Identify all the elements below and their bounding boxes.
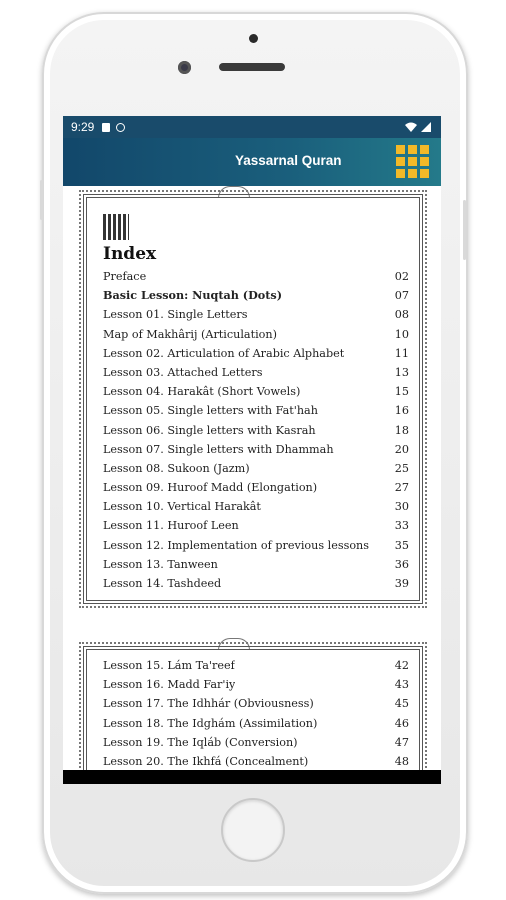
toc-entry-page: 36 <box>394 557 409 571</box>
toc-entry-title: Lesson 02. Articulation of Arabic Alphabet <box>103 346 345 360</box>
toc-entry-page: 43 <box>394 678 409 692</box>
navigation-bar <box>63 770 441 784</box>
toc-entry-page: 45 <box>394 697 409 711</box>
index-page-1 <box>83 194 423 604</box>
toc-entry[interactable] <box>103 656 409 675</box>
toc-entry-page: 15 <box>394 385 409 399</box>
sd-card-icon <box>102 123 110 132</box>
toc-entry-title: Lesson 11. Huroof Leen <box>103 519 239 533</box>
index-list <box>103 267 409 593</box>
toc-entry-title: Lesson 05. Single letters with Fat'hah <box>103 404 318 418</box>
book-content[interactable] <box>63 186 441 770</box>
toc-entry[interactable] <box>103 694 409 713</box>
toc-entry-page: 35 <box>394 538 409 552</box>
toc-entry[interactable] <box>103 286 409 305</box>
toc-entry[interactable] <box>103 459 409 478</box>
toc-entry[interactable] <box>103 344 409 363</box>
toc-entry-title: Lesson 20. The Ikhfá (Concealment) <box>103 754 309 768</box>
toc-entry-page: 16 <box>394 404 409 418</box>
toc-entry-page: 27 <box>394 481 409 495</box>
toc-entry-page: 18 <box>394 423 409 437</box>
toc-entry-page: 47 <box>394 735 409 749</box>
app-title: Yassarnal Quran <box>235 153 342 168</box>
toc-entry[interactable] <box>103 440 409 459</box>
toc-entry-title: Lesson 06. Single letters with Kasrah <box>103 423 316 437</box>
index-page-2 <box>83 646 423 770</box>
toc-entry[interactable] <box>103 714 409 733</box>
toc-entry-page: 07 <box>394 289 409 303</box>
toc-entry-title: Lesson 01. Single Letters <box>103 308 248 322</box>
toc-entry-page: 46 <box>394 716 409 730</box>
toc-entry-page: 08 <box>394 308 409 322</box>
toc-entry-title: Basic Lesson: Nuqtah (Dots) <box>103 288 283 303</box>
toc-entry[interactable] <box>103 733 409 752</box>
toc-entry-page: 48 <box>394 754 409 768</box>
toc-entry-page: 11 <box>394 346 409 360</box>
toc-entry-page: 02 <box>394 270 409 283</box>
app-bar <box>63 138 441 186</box>
toc-entry-page: 25 <box>394 461 409 475</box>
toc-entry-page: 42 <box>394 659 409 672</box>
index-list-continued <box>103 656 409 770</box>
sync-icon <box>116 123 125 132</box>
grid-menu-icon[interactable] <box>396 145 430 179</box>
toc-entry-title: Lesson 16. Madd Far'iy <box>103 678 236 692</box>
signal-icon <box>421 122 431 132</box>
wifi-icon <box>405 122 417 132</box>
toc-entry[interactable] <box>103 555 409 574</box>
toc-entry-title: Lesson 13. Tanween <box>103 557 218 571</box>
toc-entry[interactable] <box>103 421 409 440</box>
home-button[interactable] <box>221 798 285 862</box>
toc-entry-page: 39 <box>394 577 409 590</box>
toc-entry[interactable] <box>103 574 409 593</box>
toc-entry[interactable] <box>103 363 409 382</box>
qr-code <box>103 214 129 240</box>
earpiece-speaker <box>219 63 285 71</box>
toc-entry[interactable] <box>103 267 409 286</box>
toc-entry[interactable] <box>103 752 409 770</box>
toc-entry-title: Map of Makhârij (Articulation) <box>103 327 277 341</box>
front-camera-icon <box>178 61 191 74</box>
sensor-icon <box>249 34 258 43</box>
toc-entry-page: 10 <box>394 327 409 341</box>
toc-entry-title: Lesson 19. The Iqláb (Conversion) <box>103 735 298 749</box>
toc-entry[interactable] <box>103 401 409 420</box>
toc-entry-page: 13 <box>394 365 409 379</box>
status-time: 9:29 <box>71 120 95 134</box>
toc-entry-title: Lesson 04. Harakât (Short Vowels) <box>103 385 301 399</box>
toc-entry-title: Lesson 10. Vertical Harakât <box>103 500 261 514</box>
toc-entry-title: Lesson 14. Tashdeed <box>103 577 222 590</box>
toc-entry[interactable] <box>103 478 409 497</box>
toc-entry[interactable] <box>103 675 409 694</box>
toc-entry-title: Lesson 09. Huroof Madd (Elongation) <box>103 481 318 495</box>
toc-entry-page: 30 <box>394 500 409 514</box>
toc-entry-page: 33 <box>394 519 409 533</box>
toc-entry-title: Lesson 12. Implementation of previous lessons <box>103 538 369 552</box>
toc-entry[interactable] <box>103 305 409 324</box>
volume-button <box>40 180 43 220</box>
toc-entry-page: 20 <box>394 442 409 456</box>
power-button <box>463 200 466 260</box>
toc-entry-title: Lesson 03. Attached Letters <box>103 365 263 379</box>
status-bar <box>63 116 441 138</box>
toc-entry[interactable] <box>103 497 409 516</box>
toc-entry-title: Lesson 18. The Idghám (Assimilation) <box>103 716 318 730</box>
toc-entry-title: Lesson 15. Lám Ta'reef <box>103 659 235 672</box>
toc-entry[interactable] <box>103 382 409 401</box>
toc-entry-title: Lesson 07. Single letters with Dhammah <box>103 442 334 456</box>
toc-entry[interactable] <box>103 325 409 344</box>
toc-entry[interactable] <box>103 516 409 535</box>
toc-entry[interactable] <box>103 536 409 555</box>
index-heading: Index <box>103 244 157 264</box>
screen <box>63 116 441 784</box>
toc-entry-title: Preface <box>103 270 147 283</box>
toc-entry-title: Lesson 08. Sukoon (Jazm) <box>103 461 250 475</box>
toc-entry-title: Lesson 17. The Idhhár (Obviousness) <box>103 697 314 711</box>
